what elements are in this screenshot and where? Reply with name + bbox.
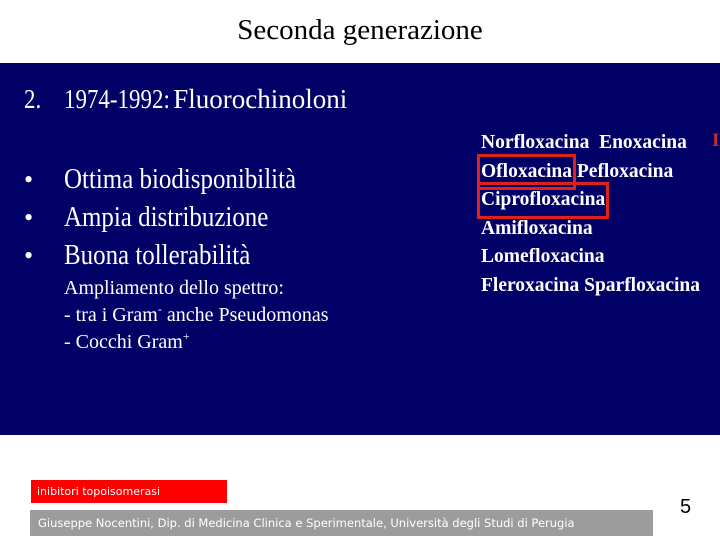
drug-name-highlighted: Ofloxacina: [481, 158, 572, 187]
drug-row: [481, 215, 700, 244]
bullet-item: [24, 160, 334, 198]
drug-name: Pefloxacina: [576, 160, 674, 182]
drug-name: Amifloxacina: [481, 217, 593, 239]
drug-row: [481, 129, 700, 158]
bullet-item: [24, 236, 334, 274]
bullet-item: [24, 198, 334, 236]
drug-row: [481, 158, 700, 187]
drug-name: Lomefloxacina: [481, 246, 605, 267]
page-number: 5: [680, 496, 692, 518]
drug-name: Enoxacina: [599, 132, 687, 153]
drug-name-highlighted: Ciprofloxacina: [481, 186, 605, 215]
bullet-text: Ottima biodisponibilità: [64, 163, 297, 195]
drug-row: [481, 243, 700, 272]
drug-name: Sparfloxacina: [584, 274, 701, 296]
drug-row: [481, 186, 700, 215]
topoisomerase-label: inibitori topoisomerasi: [31, 480, 227, 503]
spectrum-note: [64, 275, 329, 356]
bullet-text: Ampia distribuzione: [64, 201, 269, 233]
section-number: 2.: [24, 84, 42, 114]
section-class-name: Fluorochinoloni: [173, 84, 348, 114]
section-years: 1974-1992:: [64, 84, 170, 114]
drug-name: Norfloxacina: [481, 132, 590, 153]
slide-title: Seconda generazione: [237, 14, 483, 46]
bullet-icon: •: [24, 165, 34, 194]
spectrum-line-gram-positive: - Cocchi Gram+: [64, 329, 190, 353]
spectrum-line-gram-negative: - tra i Gram- anche Pseudomonas: [64, 302, 329, 326]
bullet-text: Buona tollerabilità: [64, 239, 251, 271]
cropped-text-fragment: I: [712, 130, 720, 151]
spectrum-heading: Ampliamento dello spettro:: [64, 277, 284, 299]
property-bullet-list: [24, 160, 334, 274]
drug-row: [481, 272, 700, 301]
section-heading: [24, 84, 347, 115]
footer-credit: Giuseppe Nocentini, Dip. di Medicina Clinica e Sperimentale, Università degli Studi di Perugia: [30, 510, 653, 536]
bullet-icon: •: [24, 241, 34, 270]
drug-list: [481, 129, 700, 300]
bullet-icon: •: [24, 203, 34, 232]
drug-name: Fleroxacina: [481, 274, 580, 296]
